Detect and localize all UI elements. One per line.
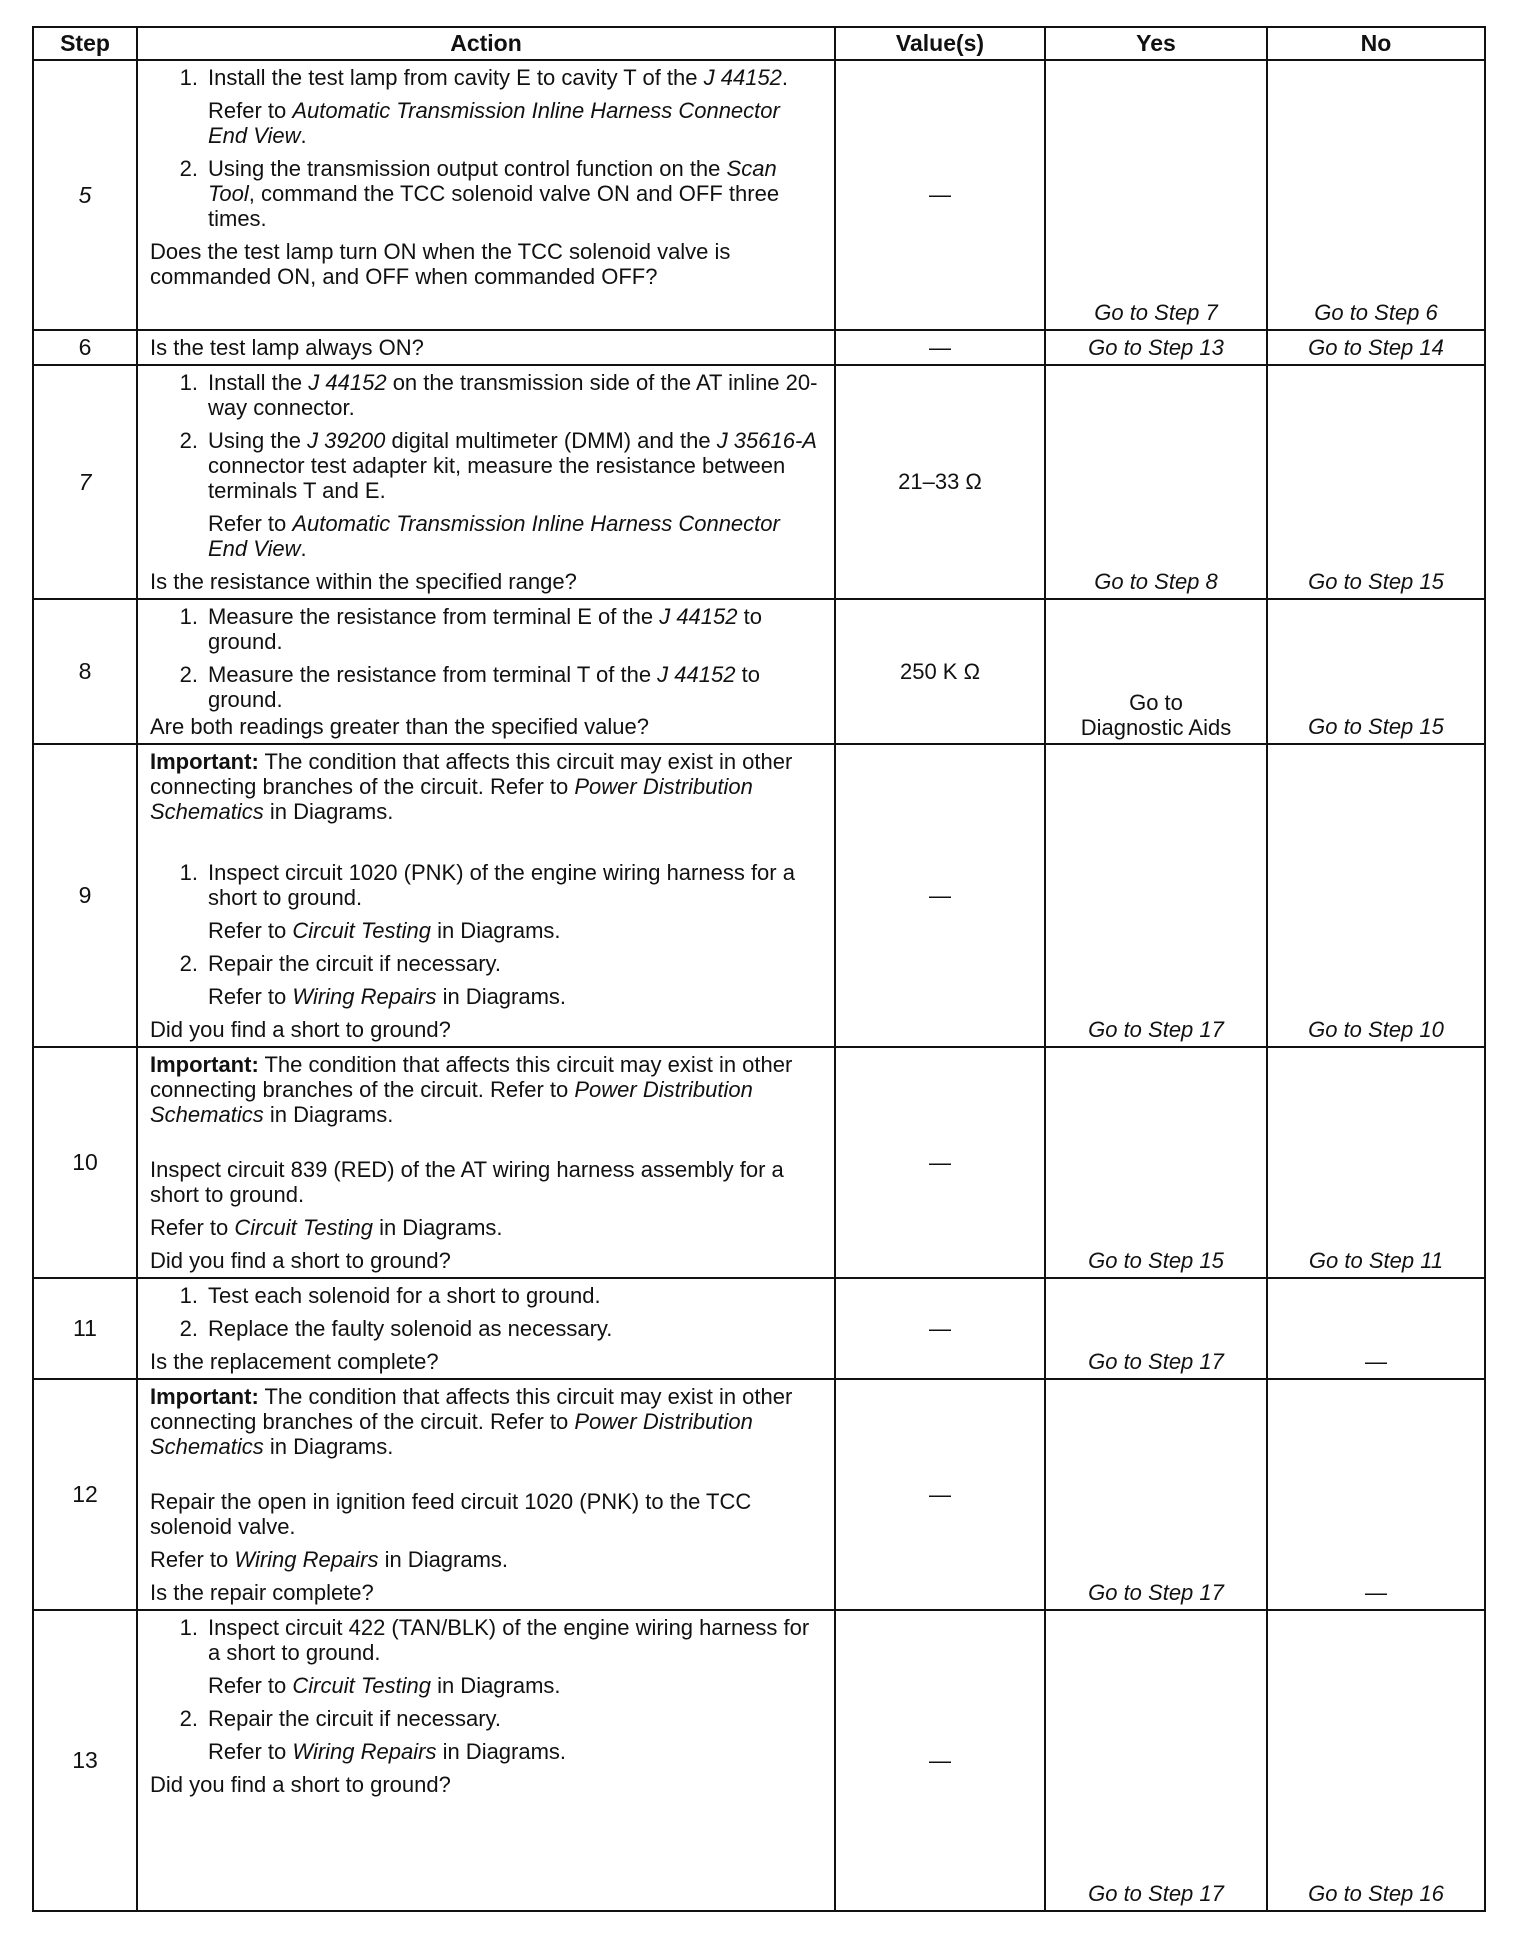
value-cell: — [835, 1379, 1045, 1610]
header-action: Action [137, 27, 835, 60]
ref-label: Refer to [208, 1739, 293, 1764]
action-cell [137, 1379, 835, 1610]
item-text: Measure the resistance from terminal E of the [208, 604, 660, 629]
item-number: 2. [179, 428, 198, 453]
ref-label: Refer to [150, 1547, 235, 1572]
list-item [150, 156, 822, 231]
ref-link: Automatic Transmission Inline Harness Connector End View [208, 98, 780, 148]
step-number: 7 [33, 365, 137, 599]
reference-text [150, 1215, 822, 1240]
no-cell: Go to Step 10 [1267, 744, 1485, 1047]
ref-link: Wiring Repairs [234, 1547, 379, 1572]
tool-ref: Scan Tool [208, 156, 777, 206]
step-number: 5 [33, 60, 137, 330]
ref-link: Automatic Transmission Inline Harness Connector End View [208, 511, 780, 561]
item-number: 2. [179, 156, 198, 181]
yes-cell: Go to Step 8 [1045, 365, 1267, 599]
list-item [150, 65, 822, 148]
value-cell: — [835, 1610, 1045, 1911]
item-text: to ground. [208, 604, 762, 654]
ref-suffix: in Diagrams. [436, 1739, 567, 1764]
instruction-text: Inspect circuit 839 (RED) of the AT wiring harness assembly for a short to ground. [150, 1157, 784, 1207]
yes-cell: Go to Step 17 [1045, 1610, 1267, 1911]
step-number: 6 [33, 330, 137, 365]
item-text: Measure the resistance from terminal T of the [208, 662, 658, 687]
list-item [150, 370, 822, 420]
header-row [33, 27, 1485, 60]
no-cell: — [1267, 1278, 1485, 1379]
ref-link: Wiring Repairs [292, 1739, 437, 1764]
list-item [150, 1283, 822, 1308]
no-cell: Go to Step 15 [1267, 599, 1485, 744]
no-cell: — [1267, 1379, 1485, 1610]
value-cell: — [835, 1278, 1045, 1379]
item-number: 1. [179, 604, 198, 629]
action-cell [137, 330, 835, 365]
instruction-text: Repair the open in ignition feed circuit 1020 (PNK) to the TCC solenoid valve. [150, 1489, 752, 1539]
item-number: 1. [179, 1615, 198, 1640]
ref-link: Power Distribution Schematics [150, 774, 753, 824]
diagnostic-table [32, 26, 1486, 1912]
action-cell [137, 60, 835, 330]
ref-link: Power Distribution Schematics [150, 1077, 753, 1127]
question: Did you find a short to ground? [150, 1017, 451, 1042]
step-number: 13 [33, 1610, 137, 1911]
ref-link: Circuit Testing [292, 918, 431, 943]
list-item [150, 860, 822, 943]
important-note [150, 749, 822, 824]
question: Did you find a short to ground? [150, 1772, 451, 1797]
question: Are both readings greater than the specified value? [150, 714, 649, 739]
action-cell [137, 744, 835, 1047]
header-no: No [1267, 27, 1485, 60]
ref-suffix: in Diagrams. [436, 984, 567, 1009]
item-number: 2. [179, 1316, 198, 1341]
table-row-step-13 [33, 1610, 1485, 1911]
item-text: . [781, 65, 789, 90]
item-text: to ground. [208, 662, 760, 712]
value-cell: — [835, 1047, 1045, 1278]
ref-label: Refer to [208, 511, 293, 536]
question: Did you find a short to ground? [150, 1248, 451, 1273]
note-text: The condition that affects this circuit may exist in other connecting branches of the circuit. Refer to [150, 749, 793, 799]
step-number: 8 [33, 599, 137, 744]
important-note [150, 1384, 822, 1459]
tool-ref: J 35616-A [716, 428, 817, 453]
note-text: in Diagrams. [263, 1102, 394, 1127]
value-cell: — [835, 60, 1045, 330]
item-text: digital multimeter (DMM) and the [385, 428, 717, 453]
item-text: on the transmission side of the AT inline 20-way connector. [208, 370, 818, 420]
item-text: Test each solenoid for a short to ground. [208, 1283, 601, 1308]
question: Does the test lamp turn ON when the TCC solenoid valve is commanded ON, and OFF when commanded OFF? [150, 239, 731, 289]
item-text: Repair the circuit if necessary. [208, 1706, 502, 1731]
ref-suffix: . [300, 536, 307, 561]
item-text: Inspect circuit 422 (TAN/BLK) of the engine wiring harness for a short to ground. [208, 1615, 810, 1665]
important-label: Important: [150, 749, 259, 774]
item-text: Repair the circuit if necessary. [208, 951, 502, 976]
yes-cell: Go to Step 13 [1045, 330, 1267, 365]
important-note [150, 1052, 822, 1127]
item-number: 1. [179, 860, 198, 885]
table-row-step-10 [33, 1047, 1485, 1278]
item-number: 1. [179, 1283, 198, 1308]
ref-label: Refer to [208, 918, 293, 943]
item-number: 2. [179, 1706, 198, 1731]
reference-text [150, 1547, 822, 1572]
yes-cell: Go to Step 17 [1045, 1278, 1267, 1379]
action-cell [137, 599, 835, 744]
ref-link: Circuit Testing [234, 1215, 373, 1240]
value-cell: — [835, 744, 1045, 1047]
yes-text: Go to Diagnostic Aids [1080, 690, 1232, 740]
ref-suffix: in Diagrams. [372, 1215, 503, 1240]
table-row-step-6 [33, 330, 1485, 365]
item-number: 1. [179, 370, 198, 395]
ref-link: Power Distribution Schematics [150, 1409, 753, 1459]
note-text: The condition that affects this circuit may exist in other connecting branches of the circuit. Refer to [150, 1052, 793, 1102]
question: Is the resistance within the specified range? [150, 569, 577, 594]
table-row-step-5 [33, 60, 1485, 330]
yes-cell: Go to Step 7 [1045, 60, 1267, 330]
ref-suffix: in Diagrams. [378, 1547, 509, 1572]
list-item [150, 1316, 822, 1341]
table-row-step-12 [33, 1379, 1485, 1610]
tool-ref: J 44152 [308, 370, 387, 395]
ref-link: Wiring Repairs [292, 984, 437, 1009]
item-text: Replace the faulty solenoid as necessary. [208, 1316, 613, 1341]
header-yes: Yes [1045, 27, 1267, 60]
value-cell: 21–33 Ω [835, 365, 1045, 599]
question: Is the test lamp always ON? [150, 335, 424, 360]
yes-cell [1045, 599, 1267, 744]
step-number: 9 [33, 744, 137, 1047]
ref-suffix: . [300, 123, 307, 148]
ref-link: Circuit Testing [292, 1673, 431, 1698]
list-item [150, 1706, 822, 1764]
item-text: Install the [208, 370, 309, 395]
ref-label: Refer to [150, 1215, 235, 1240]
tool-ref: J 44152 [657, 662, 736, 687]
tool-ref: J 39200 [307, 428, 386, 453]
important-label: Important: [150, 1384, 259, 1409]
item-text: Install the test lamp from cavity E to cavity T of the [208, 65, 698, 90]
step-number: 11 [33, 1278, 137, 1379]
yes-cell: Go to Step 17 [1045, 744, 1267, 1047]
value-cell: 250 K Ω [835, 599, 1045, 744]
question: Is the repair complete? [150, 1580, 374, 1605]
ref-label: Refer to [208, 1673, 293, 1698]
table-row-step-7 [33, 365, 1485, 599]
no-cell: Go to Step 15 [1267, 365, 1485, 599]
yes-cell: Go to Step 15 [1045, 1047, 1267, 1278]
item-number: 2. [179, 662, 198, 687]
tool-ref: J 44152 [659, 604, 738, 629]
table-row-step-8 [33, 599, 1485, 744]
action-cell [137, 1278, 835, 1379]
step-number: 12 [33, 1379, 137, 1610]
no-cell: Go to Step 14 [1267, 330, 1485, 365]
list-item [150, 951, 822, 1009]
action-cell [137, 1047, 835, 1278]
list-item [150, 1615, 822, 1698]
question: Is the replacement complete? [150, 1349, 439, 1374]
header-step: Step [33, 27, 137, 60]
action-cell [137, 365, 835, 599]
item-text: connector test adapter kit, measure the resistance between terminals T and E. [208, 453, 786, 503]
value-cell: — [835, 330, 1045, 365]
action-cell [137, 1610, 835, 1911]
ref-suffix: in Diagrams. [430, 918, 561, 943]
table-row-step-11 [33, 1278, 1485, 1379]
item-text: Using the [208, 428, 308, 453]
yes-cell: Go to Step 17 [1045, 1379, 1267, 1610]
step-number: 10 [33, 1047, 137, 1278]
item-number: 1. [179, 65, 198, 90]
ref-label: Refer to [208, 984, 293, 1009]
important-label: Important: [150, 1052, 259, 1077]
note-text: in Diagrams. [263, 799, 394, 824]
no-cell: Go to Step 11 [1267, 1047, 1485, 1278]
no-cell: Go to Step 6 [1267, 60, 1485, 330]
list-item [150, 662, 822, 712]
table-row-step-9 [33, 744, 1485, 1047]
tool-ref: J 44152 [703, 65, 782, 90]
note-text: in Diagrams. [263, 1434, 394, 1459]
no-cell: Go to Step 16 [1267, 1610, 1485, 1911]
header-values: Value(s) [835, 27, 1045, 60]
list-item [150, 604, 822, 654]
list-item [150, 428, 822, 561]
item-text: Using the transmission output control function on the [208, 156, 721, 181]
ref-suffix: in Diagrams. [430, 1673, 561, 1698]
ref-label: Refer to [208, 98, 293, 123]
item-text: Inspect circuit 1020 (PNK) of the engine wiring harness for a short to ground. [208, 860, 795, 910]
note-text: The condition that affects this circuit may exist in other connecting branches of the circuit. Refer to [150, 1384, 793, 1434]
item-text: , command the TCC solenoid valve ON and OFF three times. [208, 181, 780, 231]
item-number: 2. [179, 951, 198, 976]
